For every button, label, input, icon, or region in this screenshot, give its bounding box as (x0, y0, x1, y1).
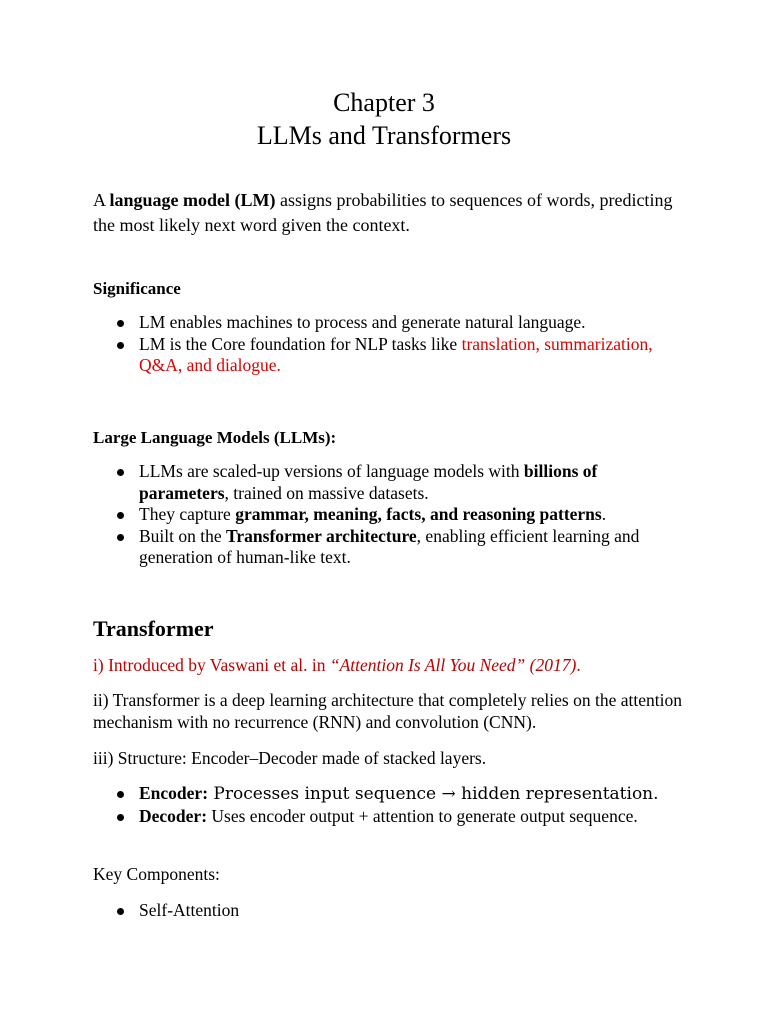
structure-item-text: Uses encoder output + attention to generate output sequence. (207, 805, 638, 826)
bullet-icon (117, 534, 124, 541)
significance-highlight: translation, summarization, Q&A, and dialogue. (139, 333, 653, 375)
intro-prefix: A (93, 190, 110, 210)
list-item (93, 806, 683, 828)
llm-item-before: They capture (139, 504, 236, 524)
bullet-icon (117, 791, 124, 798)
significance-item-text: LM is the Core foundation for NLP tasks like (139, 333, 462, 354)
intro-rest: assigns probabilities to sequences of words, predicting the most likely next word given the context. (93, 190, 673, 235)
list-item (93, 783, 683, 806)
transformer-point-ii: ii) Transformer is a deep learning architecture that completely relies on the attention mechanism with no recurrence (RNN) and convolution (CNN). (93, 690, 682, 732)
llm-item-after: , enabling efficient learning and generation of human-like text. (139, 525, 640, 567)
intro-paragraph (93, 188, 693, 238)
list-item (93, 461, 683, 504)
bullet-icon (117, 342, 124, 349)
significance-heading: Significance (93, 279, 181, 298)
llm-item-before: Built on the (139, 525, 227, 546)
bullet-icon (117, 814, 124, 821)
list-item (93, 504, 683, 526)
llm-item-before: LLMs are scaled-up versions of language models with (139, 461, 524, 481)
key-components-label: Key Components: (93, 864, 220, 884)
llm-item-after: , trained on massive datasets. (224, 482, 429, 503)
list-item (93, 334, 683, 377)
structure-list (93, 783, 683, 827)
structure-item-text: Processes input sequence → hidden representation. (208, 784, 659, 804)
transformer-point-i (93, 654, 693, 676)
bullet-icon (117, 908, 124, 915)
chapter-title: LLMs and Transformers (256, 121, 512, 150)
structure-item-label: Decoder: (139, 805, 208, 826)
list-item (93, 312, 683, 334)
bullet-icon (117, 469, 124, 476)
transformer-point-iii: iii) Structure: Encoder–Decoder made of stacked layers. (93, 748, 487, 768)
list-item (93, 526, 683, 569)
structure-item-label: Encoder: (139, 783, 209, 803)
bullet-icon (117, 512, 124, 519)
significance-item-text: LM enables machines to process and generate natural language. (139, 312, 586, 332)
point-i-after: . (576, 655, 581, 675)
key-components-list (93, 900, 683, 922)
transformer-heading: Transformer (93, 616, 214, 641)
significance-list (93, 312, 683, 377)
key-component-text: Self-Attention (139, 900, 240, 920)
llm-item-bold: billions of parameters (139, 461, 598, 503)
llm-item-after: . (601, 504, 607, 524)
point-i-citation: “Attention Is All You Need” (2017) (329, 655, 577, 675)
point-i-before: i) Introduced by Vaswani et al. in (93, 655, 330, 675)
bullet-icon (117, 320, 124, 327)
llm-item-bold: Transformer architecture (226, 525, 417, 546)
chapter-number: Chapter 3 (333, 88, 435, 117)
llm-item-bold: grammar, meaning, facts, and reasoning patterns (235, 504, 602, 524)
llms-heading: Large Language Models (LLMs): (93, 428, 337, 447)
list-item (93, 900, 683, 922)
llms-list (93, 461, 683, 569)
intro-term: language model (LM) (109, 190, 276, 210)
